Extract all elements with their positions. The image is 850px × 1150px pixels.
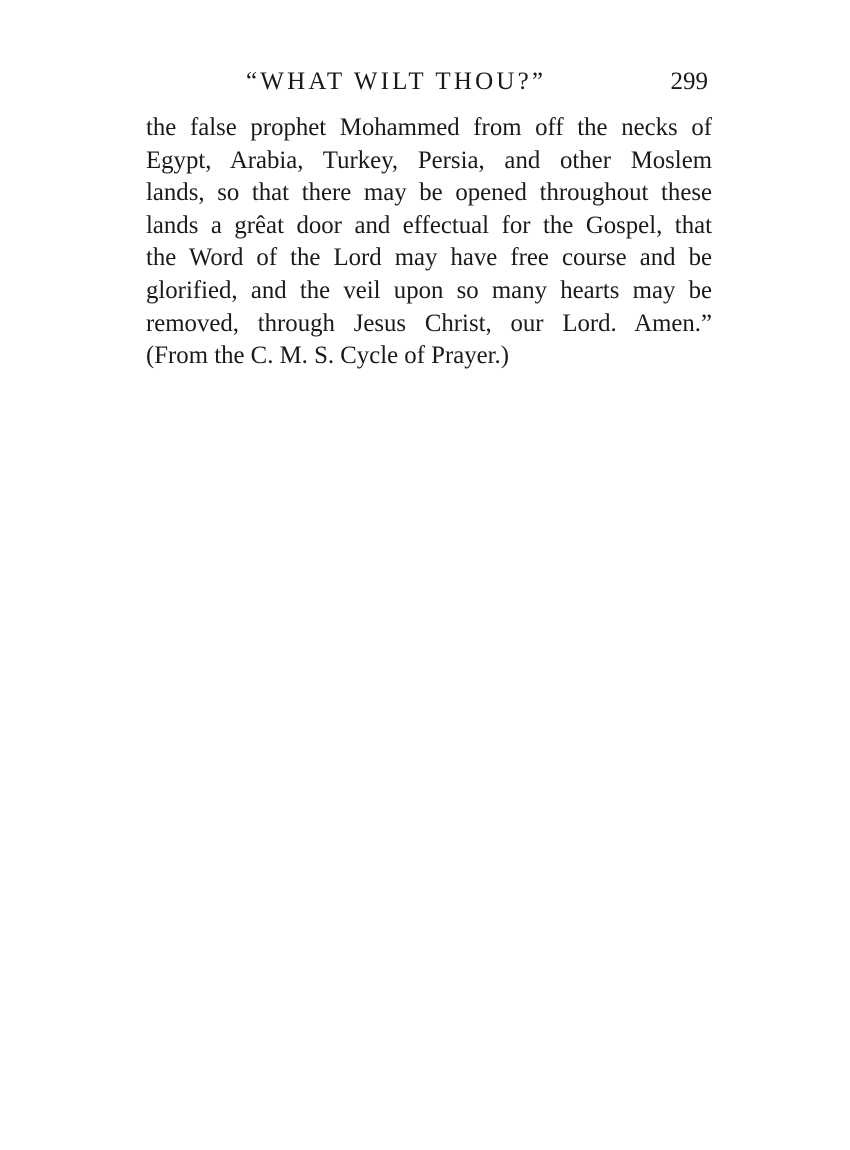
text-line: removed, through Jesus Christ, our Lord. Amen.” — [146, 309, 712, 337]
text-line: Egypt, Arabia, Turkey, Persia, and other Moslem — [146, 146, 712, 174]
text-line: the false prophet Mohammed from off the necks of — [146, 114, 712, 141]
text-line: lands a grêat door and effectual for the Gospel, that — [146, 211, 712, 239]
running-title: “WHAT WILT THOU?” — [246, 68, 547, 95]
page-number: 299 — [670, 68, 708, 95]
text-line: lands, so that there may be opened throughout these — [146, 179, 712, 207]
body-text — [146, 112, 712, 373]
text-line: glorified, and the veil upon so many hearts may be — [146, 276, 712, 304]
running-head — [146, 62, 708, 102]
text-line: the Word of the Lord may have free course and be — [146, 244, 712, 272]
attribution: (From the C. M. S. Cycle of Prayer.) — [146, 342, 509, 370]
